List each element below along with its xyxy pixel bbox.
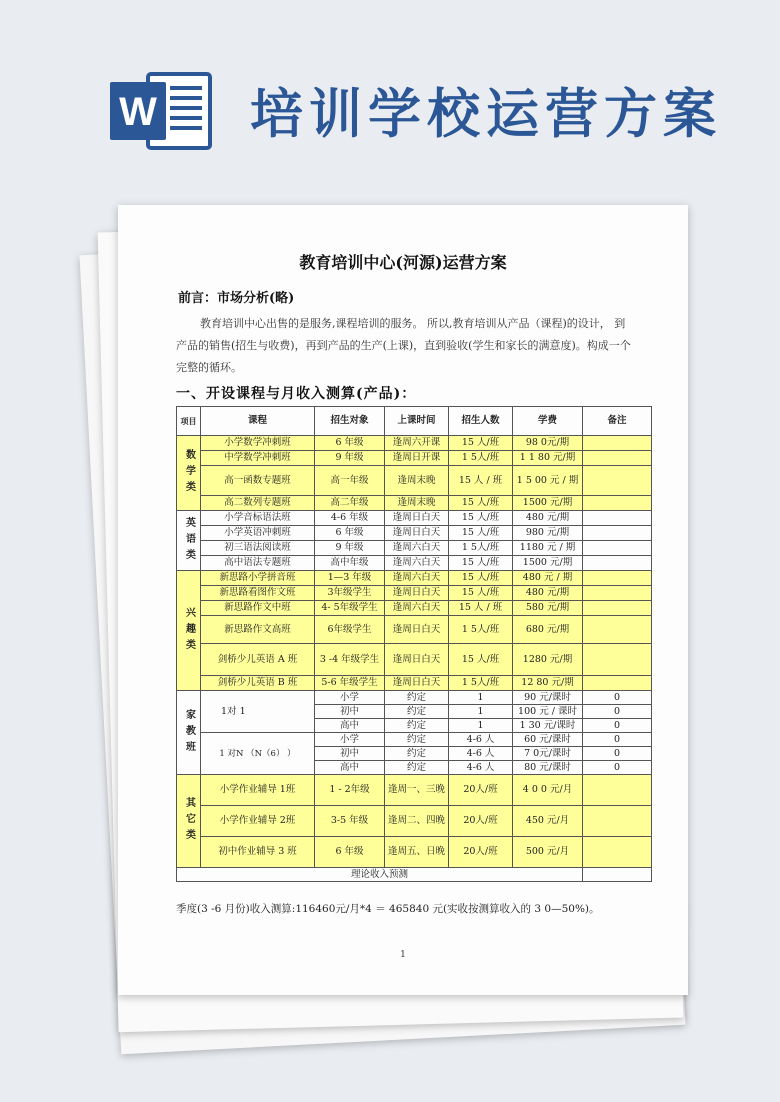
table-row (177, 541, 652, 556)
course-cell: 小学数学冲刺班 (201, 436, 315, 451)
time-cell: 逢周日白天 (385, 526, 449, 541)
enroll-cell: 15 人/班 (449, 526, 513, 541)
document-title: 教育培训中心(河源)运营方案 (299, 253, 507, 272)
course-cell: 小学作业辅导 2班 (201, 806, 315, 837)
tutor-group-label: 1 对N （N（6） ） (201, 733, 315, 775)
category-cell: 兴趣类 (177, 571, 201, 691)
fee-cell: 480 元/期 (513, 586, 583, 601)
note-cell: 0 (583, 705, 652, 719)
enroll-cell: 4-6 人 (449, 747, 513, 761)
level-cell: 高中 (315, 761, 385, 775)
course-cell: 高二数列专题班 (201, 496, 315, 511)
enroll-cell: 1 5人/班 (449, 616, 513, 644)
category-cell: 家教班 (177, 691, 201, 775)
svg-text:W: W (119, 90, 157, 134)
course-cell: 初中作业辅导 3 班 (201, 837, 315, 868)
col-header: 招生对象 (315, 407, 385, 436)
time-cell: 逢周六白天 (385, 571, 449, 586)
target-cell: 6年级学生 (315, 616, 385, 644)
table-header-row (177, 407, 652, 436)
time-cell: 约定 (385, 747, 449, 761)
note-cell: 0 (583, 719, 652, 733)
enroll-cell: 1 5人/班 (449, 676, 513, 691)
note-cell (583, 644, 652, 676)
table-row (177, 496, 652, 511)
fee-cell: 1500 元/期 (513, 556, 583, 571)
enroll-cell: 1 (449, 719, 513, 733)
fee-cell: 480 元/期 (513, 511, 583, 526)
enroll-cell: 15 人/班 (449, 436, 513, 451)
table-row (177, 676, 652, 691)
course-cell: 小学英语冲刺班 (201, 526, 315, 541)
table-row (177, 644, 652, 676)
fee-cell: 100 元 / 课时 (513, 705, 583, 719)
fee-cell: 980 元/期 (513, 526, 583, 541)
table-row (177, 616, 652, 644)
fee-cell: 90 元/课时 (513, 691, 583, 705)
category-cell: 数学类 (177, 436, 201, 511)
preface-heading: 前言：市场分析(略) (178, 291, 295, 306)
course-cell: 新思路作文中班 (201, 601, 315, 616)
time-cell: 逢周日白天 (385, 511, 449, 526)
course-cell: 新思路作文高班 (201, 616, 315, 644)
course-cell: 剑桥少儿英语 B 班 (201, 676, 315, 691)
fee-cell: 480 元 / 期 (513, 571, 583, 586)
target-cell: 高一年级 (315, 466, 385, 496)
table-row (177, 601, 652, 616)
target-cell: 1 - 2年级 (315, 775, 385, 806)
fee-cell: 4 0 0 元/月 (513, 775, 583, 806)
col-header: 课程 (201, 407, 315, 436)
category-cell: 其它类 (177, 775, 201, 868)
note-cell (583, 868, 652, 882)
time-cell: 逢周末晚 (385, 496, 449, 511)
time-cell: 逢周日开课 (385, 451, 449, 466)
enroll-cell: 1 (449, 705, 513, 719)
fee-cell: 680 元/期 (513, 616, 583, 644)
course-cell: 小学作业辅导 1班 (201, 775, 315, 806)
target-cell: 高中年级 (315, 556, 385, 571)
enroll-cell: 15 人/班 (449, 571, 513, 586)
course-cell: 剑桥少儿英语 A 班 (201, 644, 315, 676)
col-header: 招生人数 (449, 407, 513, 436)
table-row (177, 775, 652, 806)
course-plan-table (176, 406, 652, 882)
level-cell: 小学 (315, 733, 385, 747)
course-cell: 初三语法阅读班 (201, 541, 315, 556)
note-cell (583, 466, 652, 496)
time-cell: 约定 (385, 691, 449, 705)
fee-cell: 12 80 元/期 (513, 676, 583, 691)
target-cell: 6 年级 (315, 436, 385, 451)
time-cell: 逢周一、三晚 (385, 775, 449, 806)
time-cell: 逢周日白天 (385, 644, 449, 676)
note-cell: 0 (583, 691, 652, 705)
note-cell (583, 837, 652, 868)
enroll-cell: 1 5人/班 (449, 541, 513, 556)
fee-cell: 1 1 80 元/期 (513, 451, 583, 466)
time-cell: 逢周日白天 (385, 616, 449, 644)
course-cell: 新思路小学拼音班 (201, 571, 315, 586)
time-cell: 逢周日白天 (385, 586, 449, 601)
time-cell: 逢周六白天 (385, 556, 449, 571)
table-row (177, 586, 652, 601)
level-cell: 初中 (315, 705, 385, 719)
table-row (177, 436, 652, 451)
note-cell (583, 616, 652, 644)
enroll-cell: 15 人/班 (449, 511, 513, 526)
fee-cell: 98 0元/期 (513, 436, 583, 451)
enroll-cell: 20人/班 (449, 806, 513, 837)
note-cell (583, 541, 652, 556)
col-header: 项目 (177, 407, 201, 436)
category-cell: 英语类 (177, 511, 201, 571)
note-cell (583, 451, 652, 466)
level-cell: 高中 (315, 719, 385, 733)
level-cell: 初中 (315, 747, 385, 761)
fee-cell: 580 元/期 (513, 601, 583, 616)
target-cell: 3-5 年级 (315, 806, 385, 837)
table-row (177, 806, 652, 837)
note-cell (583, 571, 652, 586)
time-cell: 逢周六开课 (385, 436, 449, 451)
enroll-cell: 15 人 / 班 (449, 601, 513, 616)
time-cell: 逢周日白天 (385, 676, 449, 691)
fee-cell: 7 0元/课时 (513, 747, 583, 761)
table-row (177, 691, 652, 705)
time-cell: 逢周六白天 (385, 601, 449, 616)
target-cell: 1—3 年级 (315, 571, 385, 586)
fee-cell: 80 元/课时 (513, 761, 583, 775)
note-cell (583, 526, 652, 541)
enroll-cell: 20人/班 (449, 837, 513, 868)
note-cell: 0 (583, 761, 652, 775)
note-cell (583, 436, 652, 451)
enroll-cell: 15 人/班 (449, 496, 513, 511)
intro-paragraph: 教育培训中心出售的是服务,课程培训的服务。 所以,教育培训从产品（课程)的设计， 到产品的销售(招生与收费)，再到产品的生产(上课)，直到验收(学生和家长的满意度)。构成一个完整的循环。 (176, 317, 631, 374)
target-cell: 6 年级 (315, 837, 385, 868)
income-summary: 季度(3 -6 月份)收入测算:116460元/月*4 ＝ 465840 元(实收按测算收入的 3 0—50%)。 (176, 903, 600, 915)
col-header: 备注 (583, 407, 652, 436)
note-cell (583, 556, 652, 571)
target-cell: 3年级学生 (315, 586, 385, 601)
fee-cell: 1180 元 / 期 (513, 541, 583, 556)
fee-cell: 1500 元/期 (513, 496, 583, 511)
table-row (177, 466, 652, 496)
target-cell: 4-6 年级 (315, 511, 385, 526)
fee-cell: 60 元/课时 (513, 733, 583, 747)
target-cell: 9 年级 (315, 451, 385, 466)
table-row (177, 451, 652, 466)
course-cell: 高中语法专题班 (201, 556, 315, 571)
note-cell (583, 806, 652, 837)
fee-cell: 500 元/月 (513, 837, 583, 868)
table-row (177, 526, 652, 541)
time-cell: 逢周六白天 (385, 541, 449, 556)
target-cell: 高二年级 (315, 496, 385, 511)
word-document-icon (110, 70, 215, 152)
fee-cell: 1280 元/期 (513, 644, 583, 676)
banner-title: 培训学校运营方案 (250, 83, 722, 145)
note-cell (583, 586, 652, 601)
course-cell: 新思路看图作文班 (201, 586, 315, 601)
target-cell: 4- 5年级学生 (315, 601, 385, 616)
enroll-cell: 15 人 / 班 (449, 466, 513, 496)
col-header: 上课时间 (385, 407, 449, 436)
target-cell: 6 年级 (315, 526, 385, 541)
target-cell: 9 年级 (315, 541, 385, 556)
level-cell: 小学 (315, 691, 385, 705)
target-cell: 5-6 年级学生 (315, 676, 385, 691)
note-cell: 0 (583, 747, 652, 761)
enroll-cell: 20人/班 (449, 775, 513, 806)
time-cell: 约定 (385, 719, 449, 733)
time-cell: 约定 (385, 761, 449, 775)
enroll-cell: 1 5人/班 (449, 451, 513, 466)
enroll-cell: 4-6 人 (449, 733, 513, 747)
time-cell: 约定 (385, 733, 449, 747)
header-banner (0, 0, 780, 190)
fee-cell: 450 元/月 (513, 806, 583, 837)
total-label: 理论收入预测 (177, 868, 583, 882)
note-cell: 0 (583, 733, 652, 747)
total-row (177, 868, 652, 882)
table-row (177, 511, 652, 526)
note-cell (583, 775, 652, 806)
table-row (177, 837, 652, 868)
enroll-cell: 15 人/班 (449, 586, 513, 601)
table-row (177, 556, 652, 571)
tutor-group-label: 1对 1 (201, 691, 315, 733)
document-page (118, 205, 688, 995)
time-cell: 逢周二、四晚 (385, 806, 449, 837)
note-cell (583, 676, 652, 691)
table-row (177, 571, 652, 586)
time-cell: 逢周末晚 (385, 466, 449, 496)
table-row (177, 733, 652, 747)
note-cell (583, 601, 652, 616)
enroll-cell: 15 人/班 (449, 556, 513, 571)
section-heading: 一、开设课程与月收入测算(产品)： (176, 386, 417, 402)
target-cell: 3 -4 年级学生 (315, 644, 385, 676)
time-cell: 逢周五、日晚 (385, 837, 449, 868)
course-cell: 小学音标语法班 (201, 511, 315, 526)
note-cell (583, 496, 652, 511)
col-header: 学费 (513, 407, 583, 436)
course-cell: 中学数学冲刺班 (201, 451, 315, 466)
fee-cell: 1 5 00 元 / 期 (513, 466, 583, 496)
enroll-cell: 4-6 人 (449, 761, 513, 775)
fee-cell: 1 30 元/课时 (513, 719, 583, 733)
page-number: 1 (400, 950, 406, 960)
time-cell: 约定 (385, 705, 449, 719)
note-cell (583, 511, 652, 526)
enroll-cell: 1 (449, 691, 513, 705)
course-cell: 高一函数专题班 (201, 466, 315, 496)
enroll-cell: 15 人/班 (449, 644, 513, 676)
